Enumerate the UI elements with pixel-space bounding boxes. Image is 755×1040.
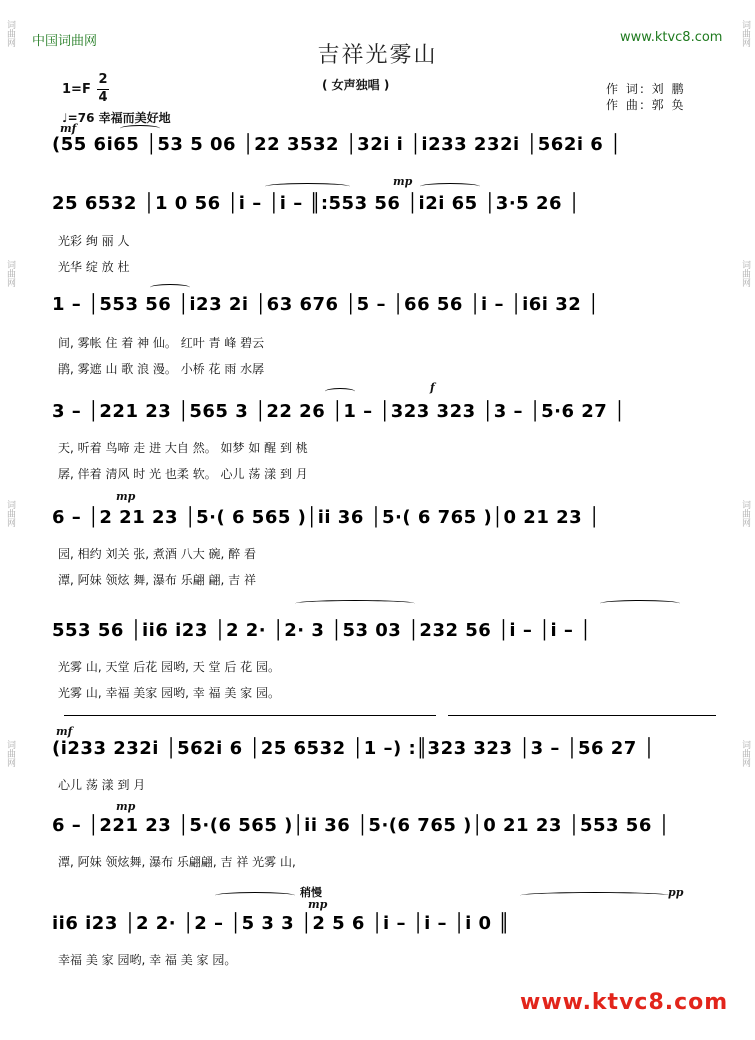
tie-mark: [265, 183, 350, 190]
crescendo-mark: [520, 892, 670, 899]
lyric-line: 光雾 山, 天堂 后花 园哟, 天 堂 后 花 园。: [58, 660, 280, 674]
notation-row-3: 1 – │553 56 │i23 2i │63 676 │5 – │66 56 │i – │i6i 32 │: [52, 293, 600, 315]
dynamic-marking: mf: [60, 122, 77, 135]
crescendo-mark: [600, 600, 680, 607]
lyric-line: 心儿 荡 漾 到 月: [58, 778, 146, 792]
slur-mark: [150, 284, 190, 291]
lyric-line: 潭, 阿妹 领炫舞, 瀑布 乐翩翩, 吉 祥 光雾 山,: [58, 855, 296, 869]
lyricist-credit: 作 词: 刘 鹏: [606, 82, 686, 96]
lyric-line: 园, 相约 刘关 张, 煮酒 八大 碗, 醉 看: [58, 547, 256, 561]
volta-bracket: [64, 715, 436, 716]
dynamic-marking: pp: [668, 886, 684, 899]
lyric-line: 孱, 伴着 清风 时 光 也柔 软。 心儿 荡 漾 到 月: [58, 467, 308, 481]
notation-row-2: 25 6532 │1 0 56 │i – │i – ║:553 56 │i2i 65 │3·5 26 │: [52, 192, 581, 214]
notation-row-4: 3 – │221 23 │565 3 │22 26 │1 – │323 323 │3 – │5·6 27 │: [52, 400, 626, 422]
dynamic-marking: mf: [56, 725, 73, 738]
song-title: 吉祥光雾山: [317, 43, 438, 68]
side-watermark-left: 词曲网: [5, 20, 15, 47]
side-watermark-right: 词曲网: [740, 260, 750, 287]
site-logo[interactable]: www.ktvc8.com: [520, 990, 729, 1015]
side-watermark-left: 词曲网: [5, 500, 15, 527]
crescendo-mark: [295, 600, 415, 607]
dynamic-marking: f: [430, 381, 435, 394]
side-watermark-right: 词曲网: [740, 500, 750, 527]
notation-row-1: (55 6i65 │53 5 06 │22 3532 │32i i │i233 232i │562i 6 │: [52, 133, 622, 155]
lyric-line: 光彩 绚 丽 人: [58, 234, 130, 248]
crescendo-mark: [215, 892, 295, 899]
slur-mark: [325, 388, 355, 395]
performance-type: ( 女声独唱 ): [322, 78, 390, 92]
dynamic-marking: mp: [393, 175, 413, 188]
lyric-line: 鹃, 雾遮 山 歌 浪 漫。 小桥 花 雨 水孱: [58, 362, 265, 376]
side-watermark-right: 词曲网: [740, 20, 750, 47]
tempo-marking: ♩=76 幸福而美好地: [62, 111, 171, 125]
lyric-line: 光雾 山, 幸福 美家 园哟, 幸 福 美 家 园。: [58, 686, 280, 700]
notation-row-8: 6 – │221 23 │5·(6 565 )│ii 36 │5·(6 765 )│0 21 23 │553 56 │: [52, 814, 670, 836]
side-watermark-left: 词曲网: [5, 740, 15, 767]
lyric-line: 天, 听着 鸟啼 走 进 大自 然。 如梦 如 醒 到 桃: [58, 441, 308, 455]
notation-row-5: 6 – │2 21 23 │5·( 6 565 )│ii 36 │5·( 6 765 )│0 21 23 │: [52, 506, 601, 528]
lyric-line: 潭, 阿妹 领炫 舞, 瀑布 乐翩 翩, 吉 祥: [58, 573, 256, 587]
lyric-line: 幸福 美 家 园哟, 幸 福 美 家 园。: [58, 953, 237, 967]
dynamic-marking: mp: [116, 800, 136, 813]
site-url-right[interactable]: www.ktvc8.com: [620, 30, 723, 45]
dynamic-marking: mp: [308, 898, 328, 911]
side-watermark-right: 词曲网: [740, 740, 750, 767]
notation-row-6: 553 56 │ii6 i23 │2 2· │2· 3 │53 03 │232 56 │i – │i – │: [52, 619, 592, 641]
time-signature-bottom: 4: [98, 90, 108, 105]
notation-row-7: (i233 232i │562i 6 │25 6532 │1 –) :║323 323 │3 – │56 27 │: [52, 737, 655, 759]
site-name-left: 中国词曲网: [32, 34, 98, 49]
volta-bracket: [448, 715, 716, 716]
time-signature-top: 2: [98, 72, 108, 87]
slur-mark: [420, 183, 480, 190]
notation-row-9: ii6 i23 │2 2· │2 – │5 3 3 │2 5 6 │i – │i – │i 0 ║: [52, 912, 510, 934]
key-signature: 1=F: [62, 82, 91, 97]
tempo-change-marking: 稍慢: [300, 886, 322, 899]
slur-mark: [120, 125, 160, 132]
composer-credit: 作 曲: 郭 奂: [606, 98, 686, 112]
lyric-line: 间, 雾帐 住 着 神 仙。 红叶 青 峰 碧云: [58, 336, 265, 350]
lyric-line: 光华 绽 放 杜: [58, 260, 130, 274]
dynamic-marking: mp: [116, 490, 136, 503]
side-watermark-left: 词曲网: [5, 260, 15, 287]
